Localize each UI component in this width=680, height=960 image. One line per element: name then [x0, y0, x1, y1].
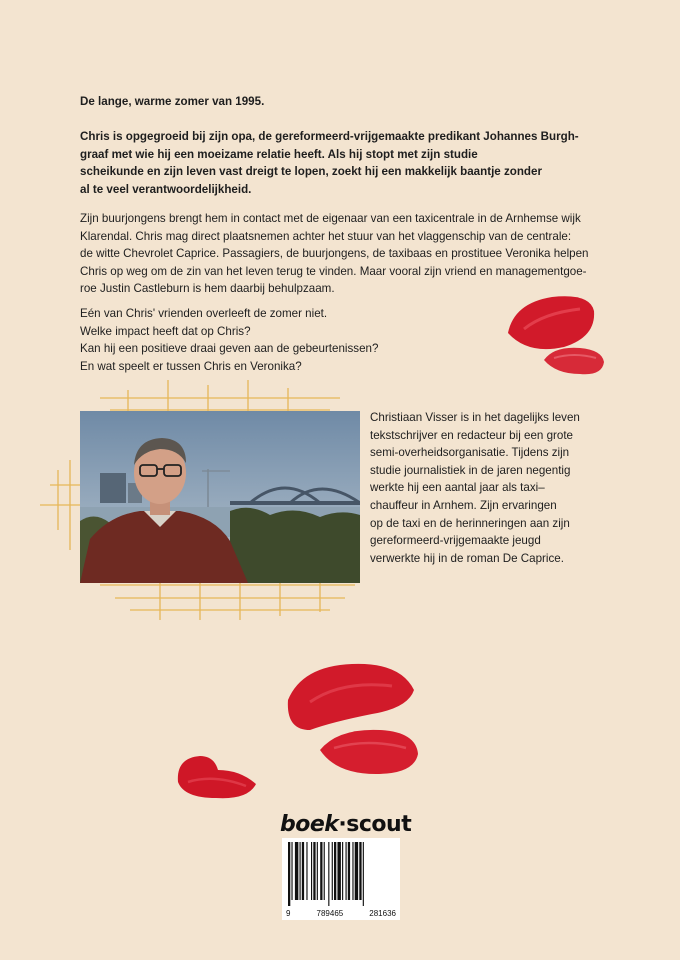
rose-petal-icon — [282, 660, 418, 734]
intro-line: graaf met wie hij een moeizame relatie heeft. Als hij stopt met zijn studie — [80, 147, 478, 161]
question-line: Eén van Chris' vrienden overleeft de zomer niet. — [80, 307, 328, 320]
rose-petal-icon — [540, 344, 608, 378]
bio-line: chauffeur in Arnhem. Zijn ervaringen — [370, 498, 557, 512]
barcode-bar — [295, 842, 298, 900]
bio-line: werkte hij een aantal jaar als taxi– — [370, 481, 545, 495]
barcode-bar — [300, 842, 301, 900]
barcode-bar — [302, 842, 304, 900]
barcode-bar — [311, 842, 312, 900]
barcode-bar — [348, 842, 350, 900]
bio-line: tekstschrijver en redacteur bij een grote — [370, 428, 573, 442]
barcode-bar — [337, 842, 340, 900]
barcode-bar — [306, 842, 307, 900]
bio-line: verwerkte hij in de roman De Caprice. — [370, 551, 564, 565]
barcode-bar — [342, 842, 343, 900]
tagline: De lange, warme zomer van 1995. — [80, 95, 265, 108]
bio-line: semi-overheidsorganisatie. Tijdens zijn — [370, 446, 570, 460]
barcode-bar — [313, 842, 315, 900]
question-line: En wat speelt er tussen Chris en Veronika? — [80, 359, 302, 373]
questions-block — [80, 305, 500, 375]
barcode-bar — [328, 842, 329, 906]
isbn-number — [286, 909, 396, 918]
barcode-bar — [334, 842, 336, 900]
barcode-bar — [324, 842, 325, 900]
intro-paragraph — [80, 128, 605, 198]
logo-dot: · — [338, 812, 347, 837]
synopsis-line: de witte Chevrolet Caprice. Passagiers, de buurjongens, de taxibaas en prostituee Veronika helpen — [80, 247, 589, 261]
intro-line: Chris is opgegroeid bij zijn opa, de gereformeerd-vrijgemaakte predikant Johannes Burgh- — [80, 130, 579, 143]
intro-line: al te veel verantwoordelijkheid. — [80, 182, 252, 196]
synopsis-line: Zijn buurjongens brengt hem in contact met de eigenaar van een taxicentrale in de Arnhemse wijk — [80, 212, 581, 225]
question-line: Welke impact heeft dat op Chris? — [80, 324, 251, 338]
isbn-digit-group: 789465 — [316, 909, 344, 918]
barcode-bar — [291, 842, 292, 900]
barcode-bar — [332, 842, 333, 900]
barcode-bar — [320, 842, 322, 900]
barcode-bar — [317, 842, 318, 900]
publisher-logo — [280, 812, 412, 838]
barcode-bar — [346, 842, 347, 900]
logo-part: boek — [280, 812, 339, 837]
bio-line: op de taxi en de herinneringen aan zijn — [370, 516, 570, 530]
bio-line: studie journalistiek in de jaren negentig — [370, 463, 571, 477]
barcode-icon — [288, 842, 394, 906]
barcode-bar — [355, 842, 358, 900]
bio-line: gereformeerd-vrijgemaakte jeugd — [370, 534, 541, 548]
barcode-bar — [352, 842, 353, 900]
barcode-bar — [359, 842, 361, 900]
barcode-bar — [288, 842, 290, 906]
question-line: Kan hij een positieve draai geven aan de gebeurtenissen? — [80, 342, 379, 356]
barcode-bar — [363, 842, 364, 906]
synopsis-line: Chris op weg om de zin van het leven terug te vinden. Maar vooral zijn vriend en managementgoe- — [80, 264, 587, 278]
isbn-barcode — [282, 838, 400, 920]
isbn-digit-group: 9 — [286, 909, 291, 918]
rose-petal-icon — [316, 726, 422, 778]
author-photo — [80, 411, 360, 583]
synopsis-line: Klarendal. Chris mag direct plaatsnemen achter het stuur van het vlaggenschip van de centrale: — [80, 229, 572, 243]
bio-line: Christiaan Visser is in het dagelijks leven — [370, 411, 580, 424]
rose-petal-icon — [170, 752, 260, 802]
author-bio — [370, 409, 610, 567]
synopsis-line: roe Justin Castleburn is hem daarbij behulpzaam. — [80, 282, 335, 296]
isbn-digit-group: 281636 — [369, 909, 396, 918]
intro-line: scheikunde en zijn leven vast dreigt te lopen, zoekt hij een makkelijk baantje zonder — [80, 165, 542, 179]
synopsis-paragraph — [80, 210, 605, 298]
logo-part: scout — [346, 812, 412, 837]
